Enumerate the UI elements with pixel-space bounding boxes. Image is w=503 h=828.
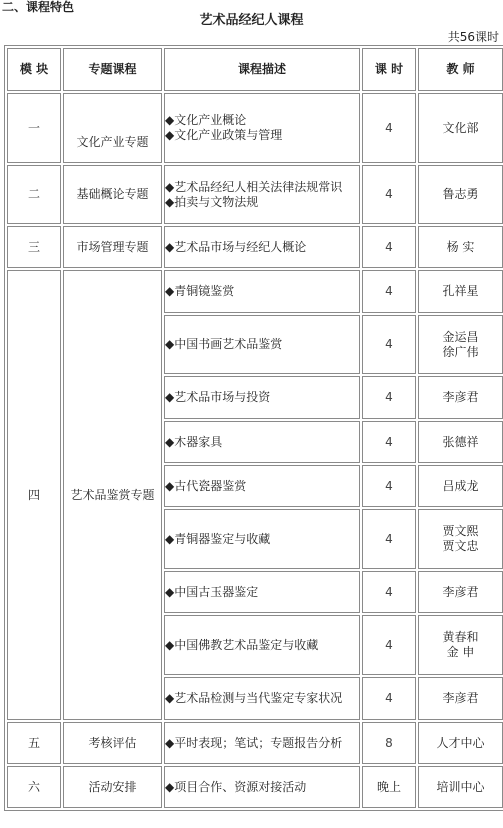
hours-cell: 4 [362,509,416,569]
teacher-cell: 李彦君 [418,571,503,613]
section-title: 二、课程特色 [2,0,75,14]
table-row [7,93,503,163]
teacher-cell: 张德祥 [418,421,503,463]
hours-cell: 4 [362,165,416,224]
teacher-cell: 金运昌 徐广伟 [418,315,503,374]
topic-cell: 基础概论专题 [63,165,162,224]
hours-cell: 4 [362,226,416,268]
header-description: 课程描述 [164,48,360,91]
hours-cell: 4 [362,615,416,675]
hours-cell: 4 [362,315,416,374]
module-cell: 二 [7,165,61,224]
header-module: 模 块 [7,48,61,91]
module-cell: 四 [7,270,61,720]
module-cell: 一 [7,93,61,163]
description-cell: ◆青铜镜鉴赏 [164,270,360,313]
hours-cell: 晚上 [362,766,416,808]
module-cell: 三 [7,226,61,268]
total-hours: 共56课时 [447,30,499,44]
hours-cell: 4 [362,571,416,613]
hours-cell: 4 [362,376,416,419]
header-teacher: 教 师 [418,48,503,91]
teacher-cell: 吕成龙 [418,465,503,507]
topic-cell: 艺术品鉴赏专题 [63,270,162,720]
description-cell: ◆平时表现；笔试；专题报告分析 [164,722,360,764]
teacher-cell: 李彦君 [418,376,503,419]
topic-cell: 活动安排 [63,766,162,808]
teacher-cell: 文化部 [418,93,503,163]
module-cell: 六 [7,766,61,808]
description-cell: ◆中国书画艺术品鉴赏 [164,315,360,374]
teacher-cell: 培训中心 [418,766,503,808]
header-hours: 课 时 [362,48,416,91]
teacher-cell: 孔祥星 [418,270,503,313]
hours-cell: 8 [362,722,416,764]
description-cell: ◆项目合作、资源对接活动 [164,766,360,808]
hours-cell: 4 [362,465,416,507]
teacher-cell: 贾文熙 贾文忠 [418,509,503,569]
description-cell: ◆文化产业概论 ◆文化产业政策与管理 [164,93,360,163]
table-title: 艺术品经纪人课程 [199,13,304,28]
table-row [7,722,503,764]
hours-cell: 4 [362,421,416,463]
hours-cell: 4 [362,270,416,313]
description-cell: ◆中国古玉器鉴定 [164,571,360,613]
description-cell: ◆古代瓷器鉴赏 [164,465,360,507]
header-topic: 专题课程 [63,48,162,91]
description-cell: ◆艺术品市场与经纪人概论 [164,226,360,268]
table-row [7,270,503,313]
description-cell: ◆青铜器鉴定与收藏 [164,509,360,569]
hours-cell: 4 [362,677,416,720]
teacher-cell: 鲁志勇 [418,165,503,224]
topic-cell: 市场管理专题 [63,226,162,268]
table-row [7,766,503,808]
description-cell: ◆中国佛教艺术品鉴定与收藏 [164,615,360,675]
table-header-row [7,48,503,91]
teacher-cell: 杨 实 [418,226,503,268]
teacher-cell: 黄春和 金 申 [418,615,503,675]
table-row [7,165,503,224]
teacher-cell: 李彦君 [418,677,503,720]
description-cell: ◆艺术品市场与投资 [164,376,360,419]
topic-cell: 文化产业专题 [63,93,162,163]
hours-cell: 4 [362,93,416,163]
course-table [4,45,503,811]
table-row [7,226,503,268]
description-cell: ◆木器家具 [164,421,360,463]
topic-cell: 考核评估 [63,722,162,764]
teacher-cell: 人才中心 [418,722,503,764]
description-cell: ◆艺术品经纪人相关法律法规常识 ◆拍卖与文物法规 [164,165,360,224]
description-cell: ◆艺术品检测与当代鉴定专家状况 [164,677,360,720]
module-cell: 五 [7,722,61,764]
